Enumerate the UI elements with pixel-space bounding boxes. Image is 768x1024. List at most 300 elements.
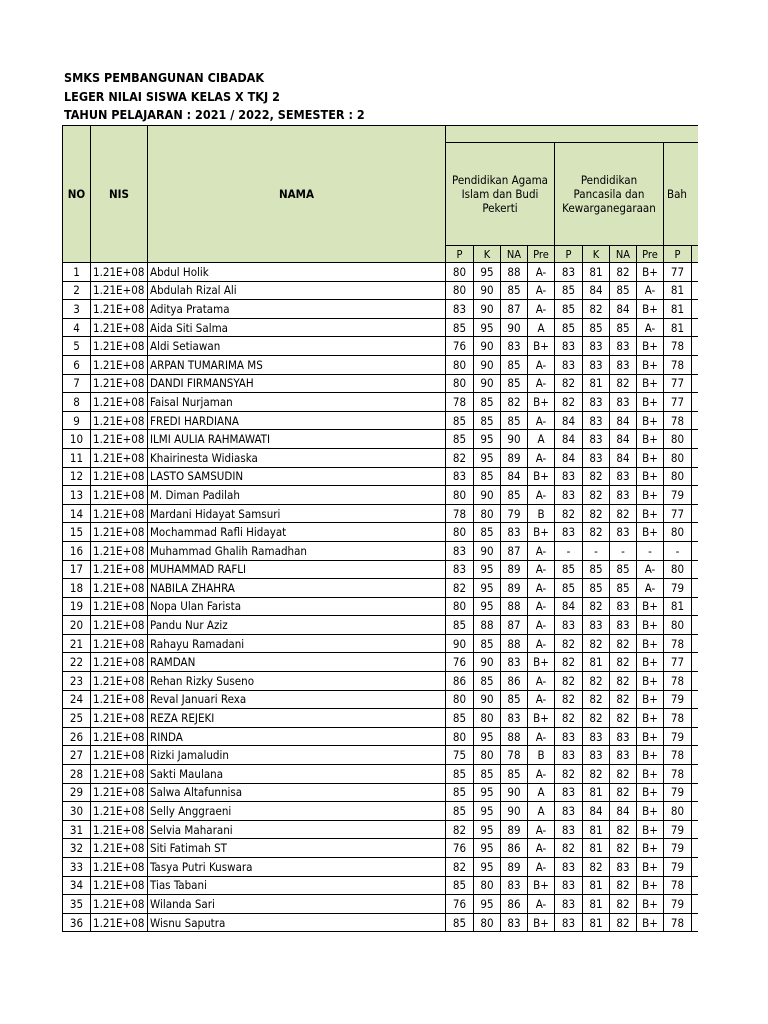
grade-cell: - [555, 541, 583, 560]
grade-cell: 79 [664, 486, 692, 505]
table-row [63, 318, 699, 337]
grade-cell: 83 [583, 411, 610, 430]
grade-cell-overflow [692, 634, 699, 653]
row-nis: 1.21E+08 [91, 616, 148, 635]
grade-cell: 90 [474, 486, 501, 505]
grade-cell: 82 [583, 523, 610, 542]
grade-cell: 82 [555, 672, 583, 691]
row-nis: 1.21E+08 [91, 597, 148, 616]
grade-cell: B+ [528, 709, 555, 728]
group-header-agama: Pendidikan Agama Islam dan Budi Pekerti [446, 143, 555, 246]
grade-cell: A- [528, 858, 555, 877]
grade-cell-overflow [692, 374, 699, 393]
grade-cell: 87 [501, 541, 528, 560]
grade-cell: 76 [446, 337, 474, 356]
row-name: Wilanda Sari [148, 895, 446, 914]
table-row [63, 300, 699, 319]
row-number: 8 [63, 393, 91, 412]
table-row [63, 839, 699, 858]
table-row [63, 355, 699, 374]
grade-cell: B+ [637, 467, 664, 486]
row-number: 11 [63, 448, 91, 467]
grade-cell: 79 [664, 690, 692, 709]
grade-cell: 77 [664, 393, 692, 412]
grade-cell: 82 [610, 504, 637, 523]
row-name: Siti Fatimah ST [148, 839, 446, 858]
row-nis: 1.21E+08 [91, 672, 148, 691]
grade-cell-overflow [692, 839, 699, 858]
row-name: RINDA [148, 727, 446, 746]
grade-cell: B+ [637, 802, 664, 821]
grade-ledger-table [62, 125, 698, 932]
grade-cell: 85 [501, 411, 528, 430]
grade-cell: B+ [637, 448, 664, 467]
grade-cell: B+ [637, 690, 664, 709]
row-name: Rizki Jamaludin [148, 746, 446, 765]
row-name: REZA REJEKI [148, 709, 446, 728]
grade-cell: 95 [474, 597, 501, 616]
grade-cell: B+ [637, 839, 664, 858]
grade-cell: 78 [664, 709, 692, 728]
grade-cell: B+ [637, 337, 664, 356]
grade-cell: 80 [474, 746, 501, 765]
grade-cell-overflow [692, 876, 699, 895]
grade-cell: 83 [555, 727, 583, 746]
grade-cell: 85 [446, 411, 474, 430]
row-name: Rehan Rizky Suseno [148, 672, 446, 691]
row-number: 14 [63, 504, 91, 523]
grade-cell: 83 [555, 467, 583, 486]
grade-cell: B+ [528, 467, 555, 486]
grade-cell: 85 [474, 672, 501, 691]
grade-cell: 84 [610, 430, 637, 449]
grade-cell: 89 [501, 579, 528, 598]
document-title: LEGER NILAI SISWA KELAS X TKJ 2 [64, 88, 280, 104]
row-name: Abdulah Rizal Ali [148, 281, 446, 300]
grade-cell: 80 [474, 876, 501, 895]
grade-cell: 88 [501, 727, 528, 746]
row-name: MUHAMMAD RAFLI [148, 560, 446, 579]
academic-year: TAHUN PELAJARAN : 2021 / 2022, SEMESTER : 2 [64, 107, 365, 122]
grade-cell: 83 [555, 802, 583, 821]
grade-cell: 83 [446, 467, 474, 486]
grade-cell: 90 [501, 430, 528, 449]
grade-cell-overflow [692, 486, 699, 505]
grade-cell: 78 [664, 634, 692, 653]
row-number: 32 [63, 839, 91, 858]
row-nis: 1.21E+08 [91, 374, 148, 393]
school-name: SMKS PEMBANGUNAN CIBADAK [64, 70, 265, 85]
grade-cell: 81 [583, 653, 610, 672]
grade-cell: 84 [583, 281, 610, 300]
grade-cell: 95 [474, 802, 501, 821]
grade-cell: 85 [501, 281, 528, 300]
grade-cell: 78 [446, 393, 474, 412]
grade-cell: A- [528, 486, 555, 505]
table-row [63, 690, 699, 709]
row-name: Sakti Maulana [148, 765, 446, 784]
grade-cell: B+ [637, 263, 664, 282]
grade-cell: 80 [664, 802, 692, 821]
grade-cell-overflow [692, 300, 699, 319]
grade-cell: 80 [664, 523, 692, 542]
grade-cell: A- [637, 281, 664, 300]
grade-cell: B+ [637, 876, 664, 895]
row-nis: 1.21E+08 [91, 523, 148, 542]
grade-cell: 82 [610, 634, 637, 653]
grade-cell-overflow [692, 355, 699, 374]
grade-cell: 89 [501, 858, 528, 877]
grade-cell: 82 [610, 876, 637, 895]
grade-cell: A- [637, 318, 664, 337]
grade-cell: 81 [664, 597, 692, 616]
grade-cell: 82 [583, 634, 610, 653]
grade-cell: 83 [555, 820, 583, 839]
grade-cell: 90 [474, 541, 501, 560]
grade-cell: 85 [474, 411, 501, 430]
row-nis: 1.21E+08 [91, 355, 148, 374]
grade-cell: 79 [501, 504, 528, 523]
grade-cell: 78 [501, 746, 528, 765]
grade-cell: 90 [474, 653, 501, 672]
table-row [63, 746, 699, 765]
grade-cell-overflow [692, 709, 699, 728]
row-nis: 1.21E+08 [91, 895, 148, 914]
row-name: Tias Tabani [148, 876, 446, 895]
grade-cell: 95 [474, 895, 501, 914]
grade-cell: B+ [637, 634, 664, 653]
grade-cell: 90 [501, 783, 528, 802]
grade-cell: 95 [474, 263, 501, 282]
sub-header-3: Pre [528, 246, 555, 263]
row-number: 28 [63, 765, 91, 784]
row-number: 22 [63, 653, 91, 672]
grade-cell: 81 [664, 300, 692, 319]
grade-cell: 83 [501, 523, 528, 542]
grade-cell: 82 [583, 486, 610, 505]
grade-cell: 78 [664, 765, 692, 784]
row-nis: 1.21E+08 [91, 709, 148, 728]
row-nis: 1.21E+08 [91, 281, 148, 300]
table-row [63, 765, 699, 784]
row-name: Khairinesta Widiaska [148, 448, 446, 467]
row-nis: 1.21E+08 [91, 913, 148, 932]
grade-cell: 83 [555, 523, 583, 542]
row-number: 3 [63, 300, 91, 319]
grade-cell: 83 [583, 746, 610, 765]
grade-cell-overflow [692, 281, 699, 300]
row-name: Mochammad Rafli Hidayat [148, 523, 446, 542]
grade-cell: B+ [637, 913, 664, 932]
row-nis: 1.21E+08 [91, 634, 148, 653]
sub-header-1: K [474, 246, 501, 263]
grade-cell: 89 [501, 820, 528, 839]
grade-cell: 84 [555, 597, 583, 616]
grade-cell: 83 [501, 913, 528, 932]
row-nis: 1.21E+08 [91, 337, 148, 356]
row-nis: 1.21E+08 [91, 820, 148, 839]
table-row [63, 858, 699, 877]
grade-cell: B+ [637, 486, 664, 505]
grade-cell-overflow [692, 765, 699, 784]
row-number: 2 [63, 281, 91, 300]
grade-cell: B+ [637, 783, 664, 802]
grade-cell: 82 [610, 765, 637, 784]
grade-cell: 76 [446, 895, 474, 914]
grade-cell: 78 [664, 355, 692, 374]
grade-cell: 80 [664, 448, 692, 467]
grade-cell: 82 [610, 709, 637, 728]
grade-cell: - [583, 541, 610, 560]
row-number: 17 [63, 560, 91, 579]
grade-cell: 90 [474, 281, 501, 300]
sub-header-4: P [555, 246, 583, 263]
grade-cell: 95 [474, 820, 501, 839]
table-row [63, 486, 699, 505]
grade-cell: A- [528, 355, 555, 374]
grade-cell: 80 [446, 690, 474, 709]
grade-cell-overflow [692, 541, 699, 560]
grade-cell: 82 [555, 634, 583, 653]
grade-cell-overflow [692, 672, 699, 691]
grade-cell: 83 [555, 355, 583, 374]
grade-cell: 83 [610, 858, 637, 877]
row-number: 36 [63, 913, 91, 932]
grade-cell: 81 [583, 895, 610, 914]
row-number: 12 [63, 467, 91, 486]
grade-cell: 78 [446, 504, 474, 523]
grade-cell: 78 [664, 746, 692, 765]
grade-cell: 82 [583, 765, 610, 784]
grade-cell: 77 [664, 504, 692, 523]
grade-cell: B+ [637, 820, 664, 839]
table-row [63, 393, 699, 412]
grade-cell-overflow [692, 318, 699, 337]
grade-cell: B+ [528, 393, 555, 412]
row-number: 19 [63, 597, 91, 616]
grade-cell: 86 [501, 672, 528, 691]
grade-cell: A- [528, 281, 555, 300]
grade-cell: B+ [528, 523, 555, 542]
grade-cell-overflow [692, 858, 699, 877]
row-number: 33 [63, 858, 91, 877]
row-number: 1 [63, 263, 91, 282]
grade-cell: 80 [474, 709, 501, 728]
row-name: ARPAN TUMARIMA MS [148, 355, 446, 374]
grade-cell: 81 [583, 783, 610, 802]
row-nis: 1.21E+08 [91, 727, 148, 746]
grade-cell: 80 [664, 467, 692, 486]
grade-cell: 85 [610, 318, 637, 337]
grade-cell-overflow [692, 523, 699, 542]
row-number: 34 [63, 876, 91, 895]
row-name: Selvia Maharani [148, 820, 446, 839]
grade-cell: 76 [446, 839, 474, 858]
grade-cell: 85 [474, 393, 501, 412]
row-number: 24 [63, 690, 91, 709]
grade-cell: 77 [664, 374, 692, 393]
row-name: Rahayu Ramadani [148, 634, 446, 653]
row-nis: 1.21E+08 [91, 467, 148, 486]
grade-cell: 95 [474, 727, 501, 746]
row-name: Muhammad Ghalih Ramadhan [148, 541, 446, 560]
sub-header-2: NA [501, 246, 528, 263]
grade-cell: 80 [446, 281, 474, 300]
grade-cell: 77 [664, 263, 692, 282]
grade-cell: A- [528, 579, 555, 598]
grade-cell: 84 [555, 411, 583, 430]
grade-rows [63, 263, 699, 932]
row-number: 5 [63, 337, 91, 356]
row-name: Reval Januari Rexa [148, 690, 446, 709]
grade-cell: 83 [446, 541, 474, 560]
grade-cell: 82 [583, 467, 610, 486]
grade-cell: 88 [501, 263, 528, 282]
grade-cell: 85 [474, 634, 501, 653]
grade-cell: A [528, 783, 555, 802]
row-nis: 1.21E+08 [91, 746, 148, 765]
grade-cell: 83 [555, 746, 583, 765]
grade-cell-overflow [692, 430, 699, 449]
grade-cell: 81 [583, 913, 610, 932]
grade-cell: 85 [501, 374, 528, 393]
sub-header-5: K [583, 246, 610, 263]
row-nis: 1.21E+08 [91, 300, 148, 319]
grade-cell-overflow [692, 783, 699, 802]
grade-cell: A- [528, 560, 555, 579]
row-number: 16 [63, 541, 91, 560]
grade-cell: 82 [446, 858, 474, 877]
row-name: DANDI FIRMANSYAH [148, 374, 446, 393]
grade-cell: A- [528, 690, 555, 709]
col-header-nis: NIS [91, 126, 148, 263]
grade-cell: B+ [528, 913, 555, 932]
grade-cell: 85 [474, 523, 501, 542]
grade-cell: 83 [501, 653, 528, 672]
grade-cell: 82 [583, 504, 610, 523]
grade-cell: 83 [501, 709, 528, 728]
grade-cell: 85 [474, 467, 501, 486]
grade-cell: B+ [637, 672, 664, 691]
grade-cell: 85 [501, 690, 528, 709]
grade-cell-overflow [692, 393, 699, 412]
grade-cell: 83 [583, 355, 610, 374]
grade-cell: 88 [501, 634, 528, 653]
grade-cell: A- [528, 839, 555, 858]
grade-cell: - [664, 541, 692, 560]
row-nis: 1.21E+08 [91, 430, 148, 449]
grade-cell-overflow [692, 913, 699, 932]
grade-cell: 80 [474, 504, 501, 523]
row-name: Mardani Hidayat Samsuri [148, 504, 446, 523]
row-nis: 1.21E+08 [91, 560, 148, 579]
grade-cell-overflow [692, 504, 699, 523]
table-row [63, 616, 699, 635]
grade-cell: 83 [610, 727, 637, 746]
grade-cell: A- [528, 672, 555, 691]
grade-cell: 79 [664, 820, 692, 839]
grade-cell: 78 [664, 672, 692, 691]
grade-cell: 84 [610, 448, 637, 467]
table-row [63, 579, 699, 598]
grade-cell: 82 [555, 374, 583, 393]
grade-cell: 79 [664, 783, 692, 802]
grade-cell: 84 [610, 802, 637, 821]
grade-cell: 85 [555, 579, 583, 598]
row-nis: 1.21E+08 [91, 411, 148, 430]
row-number: 4 [63, 318, 91, 337]
grade-cell: 84 [610, 411, 637, 430]
grade-cell: 83 [555, 876, 583, 895]
grade-cell: 78 [664, 876, 692, 895]
grade-cell-overflow [692, 820, 699, 839]
grade-cell: 83 [583, 616, 610, 635]
grade-cell-overflow [692, 560, 699, 579]
grade-cell: 88 [501, 597, 528, 616]
grade-cell: A- [528, 411, 555, 430]
grade-cell: B+ [637, 411, 664, 430]
row-number: 18 [63, 579, 91, 598]
table-row [63, 876, 699, 895]
grade-cell: 82 [583, 672, 610, 691]
grade-cell: 85 [446, 709, 474, 728]
grade-cell: B+ [637, 765, 664, 784]
grade-cell: 82 [583, 597, 610, 616]
grade-cell: 83 [555, 895, 583, 914]
sub-header-overflow [692, 246, 699, 263]
table-row [63, 430, 699, 449]
grade-cell: 83 [583, 727, 610, 746]
grade-cell: 85 [610, 579, 637, 598]
table-row [63, 820, 699, 839]
grade-cell-overflow [692, 263, 699, 282]
table-row [63, 541, 699, 560]
row-nis: 1.21E+08 [91, 765, 148, 784]
grade-cell: B+ [637, 746, 664, 765]
grade-cell: A- [528, 727, 555, 746]
grade-cell: 81 [583, 839, 610, 858]
row-nis: 1.21E+08 [91, 690, 148, 709]
grade-cell: 75 [446, 746, 474, 765]
grade-cell: 85 [583, 560, 610, 579]
grade-cell: 82 [555, 839, 583, 858]
grade-cell: 83 [555, 858, 583, 877]
grade-cell: 83 [501, 876, 528, 895]
grade-cell: B [528, 746, 555, 765]
grade-cell-overflow [692, 690, 699, 709]
grade-cell: 85 [610, 560, 637, 579]
grade-cell: 83 [555, 913, 583, 932]
grade-cell: B+ [637, 300, 664, 319]
grade-cell: 82 [610, 895, 637, 914]
grade-cell: 88 [474, 616, 501, 635]
grade-cell: B+ [528, 653, 555, 672]
grade-cell: 95 [474, 579, 501, 598]
table-row [63, 374, 699, 393]
grade-cell: A- [528, 541, 555, 560]
grade-cell: B+ [637, 727, 664, 746]
grade-cell: 82 [555, 504, 583, 523]
grade-cell: 83 [446, 560, 474, 579]
grade-cell-overflow [692, 802, 699, 821]
grade-cell: A- [528, 820, 555, 839]
grade-cell: B+ [637, 523, 664, 542]
row-number: 31 [63, 820, 91, 839]
document-heading [64, 69, 365, 125]
table-row [63, 783, 699, 802]
grade-cell: A- [528, 765, 555, 784]
table-row [63, 467, 699, 486]
